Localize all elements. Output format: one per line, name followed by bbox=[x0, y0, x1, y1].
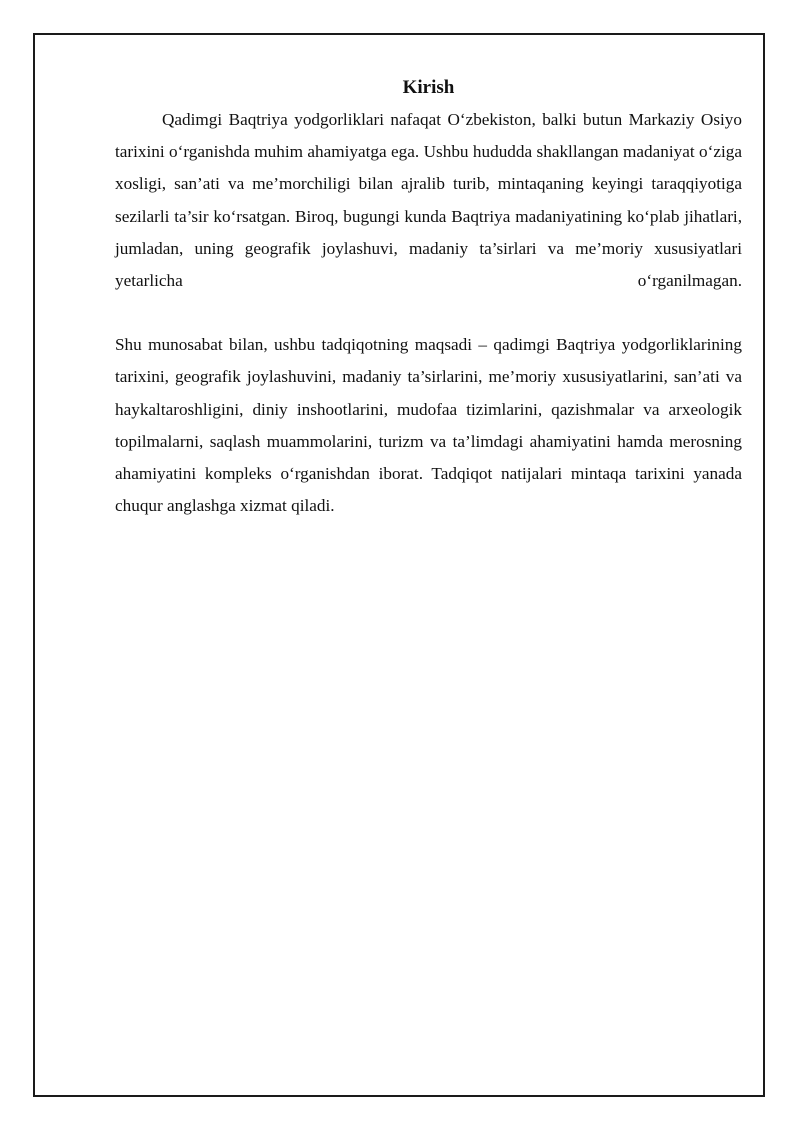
page-title: Kirish bbox=[402, 77, 455, 98]
document-body bbox=[115, 72, 742, 522]
paragraph-spacer bbox=[115, 297, 742, 329]
paragraph-intro: Qadimgi Baqtriya yodgorliklari nafaqat O‘zbekiston, balki butun Markaziy Osiyo tarixini o‘rganishda muhim ahamiyatga ega. Ushbu hududda shakllangan madaniyat o‘ziga xosligi, san’ati va me’morchiligi bilan ajralib turib, mintaqaning keyingi taraqqiyotiga sezilarli ta’sir ko‘rsatgan. Biroq, bugungi kunda Baqtriya madaniyatining ko‘plab jihatlari, jumladan, uning geografik joylashuvi, madaniy ta’sirlari va me’moriy xususiyatlari yetarlicha o‘rganilmagan. bbox=[115, 110, 742, 291]
paragraph-purpose: Shu munosabat bilan, ushbu tadqiqotning maqsadi – qadimgi Baqtriya yodgorliklarining tarixini, geografik joylashuvini, madaniy ta’sirlarini, me’moriy xususiyatlarini, san’ati va haykaltaroshligini, diniy inshootlarini, mudofaa tizimlarini, qazishmalar va arxeologik topilmalarni, saqlash muammolarini, turizm va ta’limdagi ahamiyatini hamda merosning ahamiyatini kompleks o‘rganishdan iborat. Tadqiqot natijalari mintaqa tarixini yanada chuqur anglashga xizmat qiladi. bbox=[115, 335, 742, 516]
